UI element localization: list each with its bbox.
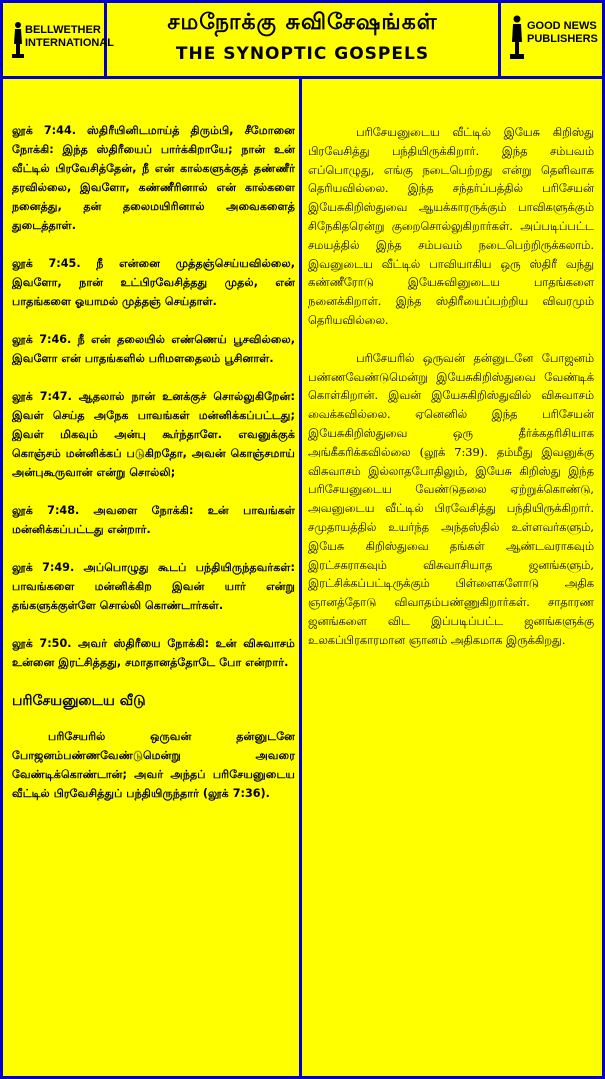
page-header [0,0,605,79]
verse-paragraph: லூக் 7:49. அப்பொழுது கூடப் பந்தியிருந்தவர்கள்: பாவங்களை மன்னிக்கிற இவன் யார் என்று தங்களுக்குள்ளே சொல்லி கொண்டார்கள். [12,561,295,612]
commentary-paragraph: பரிசேயனுடைய வீட்டில் இயேசு கிறிஸ்து பிரவேசித்து பந்தியிருக்கிறார். இந்த சம்பவம் எப்பொழுது, எங்கு நடைபெற்றது என்று தெளிவாக தெரியவில்லை. இந்த சந்தர்ப்பத்தில் பரிசேயன் இயேசுகிறிஸ்துவை ஆயக்காரருக்கும் பாவிகளுக்கும் சிநேகிதரென்று குறைசொல்லுகிறார்கள். அப்படிப்பட்ட சமயத்தில் இந்த சம்பவம் நடைபெற்றிருக்கலாம். இவனுடைய வீட்டில் பாவியாகிய ஒரு ஸ்திரீ வந்து கண்ணீரோடு இயேசுவினுடைய பாதங்களை நனைக்கிறாள். இந்த ஸ்திரீயைப்பற்றிய விவரமும் தெரியவில்லை. [308,125,594,327]
bellwether-logo-text: BELLWETHER INTERNATIONAL [25,24,115,49]
page-title-english: THE SYNOPTIC GOSPELS [175,44,430,64]
verse-paragraph: லூக் 7:46. நீ என் தலையில் எண்ணெய் பூசவில்லை, இவளோ என் பாதங்களில் பரிமளதைலம் பூசினாள். [12,333,295,365]
right-column [308,79,594,669]
left-column [12,79,295,822]
good-news-logo-text: GOOD NEWS PUBLISHERS [527,20,598,45]
verse-paragraph: லூக் 7:44. ஸ்திரீயினிடமாய்த் திரும்பி, சீமோனை நோக்கி: இந்த ஸ்திரீயைப் பார்க்கிறாயே; நான் உன் வீட்டில் பிரவேசித்தேன், நீ என் கால்களுக்குத் தண்ணீர் தரவில்லை, இவளோ, கண்ணீரினால் என் கால்களை நனைத்து, தன் தலைமயிரினால் அவைகளைத் துடைத்தாள். [12,124,295,232]
good-news-logo [498,0,602,76]
bellwether-logo [3,0,115,76]
bellwether-figure-icon [11,20,25,60]
title-block [107,0,498,76]
verse-paragraph: லூக் 7:47. ஆதலால் நான் உனக்குச் சொல்லுகிறேன்: இவள் செய்த அநேக பாவங்கள் மன்னிக்கப்பட்டது; இவள் மிகவும் அன்பு கூர்ந்தாளே. எவனுக்குக் கொஞ்சம் மன்னிக்கப் படுகிறதோ, அவன் கொஞ்சமாய் அன்புகூருவான் என்று சொல்லி; [12,390,295,479]
commentary-paragraph: பரிசேயரில் ஒருவன் தன்னுடனே போஜனம் பண்ணவேண்டுமென்று இயேசுகிறிஸ்துவை வேண்டிக் கொள்கிறான். இவன் இயேசுகிறிஸ்துவில் விசுவாசம் வைக்கவில்லை. ஏனெனில் இந்த பரிசேயன் இயேசுகிறிஸ்துவை ஒரு தீர்க்கதரிசியாக அங்கீகரிக்கவில்லை (லூக் 7:39). தம்மீது இவனுக்கு விசுவாசம் இல்லாதபோதிலும், இயேசு கிறிஸ்து இந்த பரிசேயனுடைய வேண்டுதலை ஏற்றுக்கொண்டு, அவனுடைய வீட்டில் பிரவேசித்து பந்தியிருக்கிறார். சமுதாயத்தில் உயர்ந்த அந்தஸ்தில் உள்ளவர்களும், இயேசு கிறிஸ்துவை தங்கள் ஆண்டவராகவும் இரட்சகராகவும் விசுவாசியாத ஜனங்களும், இரட்சிக்கப்பட்டிருக்கும் பிள்ளைகளோடு அதிக ஞானத்தோடு விவாதம்பண்ணுகிறார்கள். சாதாரண ஜனங்களை விட இப்படிப்பட்ட ஜனங்களுக்கு உலகப்பிரகாரமான ஞானம் அதிகமாக இருக்கிறது. [308,350,594,647]
verse-paragraph: லூக் 7:45. நீ என்னை முத்தஞ்செய்யவில்லை, இவளோ, நான் உட்பிரவேசித்தது முதல், என் பாதங்களை ஓயாமல் முத்தஞ் செய்தாள். [12,257,295,308]
column-divider [299,79,302,1079]
section-paragraph: பரிசேயரில் ஒருவன் தன்னுடனே போஜனம்பண்ணவேண்டுமென்று அவரை வேண்டிக்கொண்டான்; அவர் அந்தப் பரிசேயனுடைய வீட்டில் பிரவேசித்துப் பந்தியிருந்தார் (லூக் 7:36). [12,730,295,800]
section-heading: பரிசேயனுடைய வீடு [12,693,146,709]
page-title-tamil: சமநோக்கு சுவிசேஷங்கள் [167,10,438,35]
good-news-figure-icon [509,14,525,60]
verse-paragraph: லூக் 7:50. அவர் ஸ்திரீயை நோக்கி: உன் விசுவாசம் உன்னை இரட்சித்தது, சமாதானத்தோடே போ என்றார். [12,637,295,669]
verse-paragraph: லூக் 7:48. அவளை நோக்கி: உன் பாவங்கள் மன்னிக்கப்பட்டது என்றார். [12,504,295,536]
